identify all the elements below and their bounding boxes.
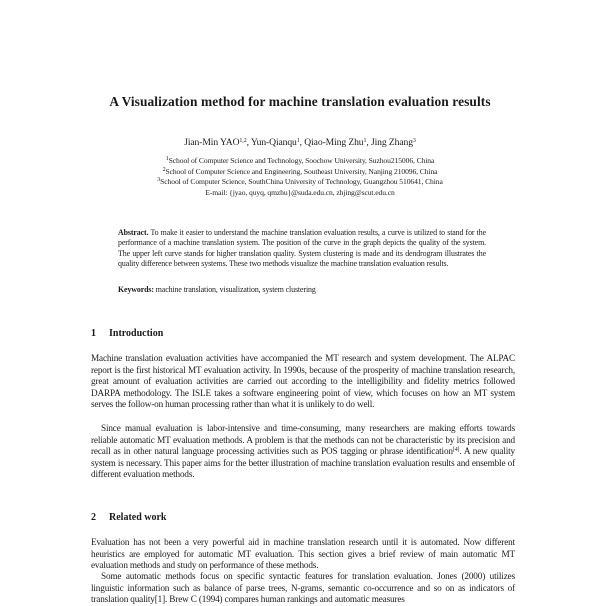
affiliation-line — [40, 156, 560, 167]
citation-ref: [4] — [452, 447, 460, 454]
section-heading — [91, 328, 163, 339]
paragraph: Evaluation has not been a very powerful aid in machine translation research until it is automated. Now different heuristics are employed for automatic MT evaluation. This section gives a brief review of main automatic MT evaluation methods and study on performance of these methods. — [91, 537, 515, 571]
paragraph-text: Some automatic methods focus on specific syntactic features for translation evaluation. Jones (2000) utilizes linguistic information such as balance of parse trees, N-grams, semantic co-occurrence and so on as indicators of translation quality[1]. Brew C (1994) compares human rankings and automatic measures — [91, 571, 515, 605]
paragraph — [91, 423, 515, 481]
author-affil-mark: 3 — [412, 138, 416, 144]
author-name: Qiao-Ming Zhu — [304, 137, 364, 148]
author-list — [40, 137, 560, 148]
author-separator: , — [299, 137, 305, 148]
paragraph: Machine translation evaluation activities have accompanied the MT research and system development. The ALPAC report is the first historical MT evaluation activity. In 1990s, because of the prosperity of machine translation research, great amount of evaluation activities are carried out according to the intelligibility and fidelity metrics followed DARPA methodology. The ISLE takes a software engineering point of view, which focuses on how an MT system serves the follow-on human processing rather than what it is unlikely to do well. — [91, 353, 515, 410]
abstract — [118, 228, 486, 270]
affiliation-list — [40, 156, 560, 198]
author-affil-mark: 1 — [363, 138, 367, 144]
email-line: E-mail: {jyao, quyq, qmzhu}@suda.edu.cn, zhjing@scut.edu.cn — [205, 187, 395, 197]
affiliation-mark: 2 — [162, 166, 166, 173]
keywords — [118, 285, 486, 294]
author-affil-mark: 1,2 — [239, 138, 247, 144]
author-name: Jing Zhang — [370, 137, 413, 148]
author-name: Jian-Min YAO — [184, 137, 240, 148]
affiliation-line — [40, 167, 560, 178]
paragraph — [91, 571, 515, 606]
abstract-label: Abstract. — [118, 228, 149, 237]
affiliation-text: School of Computer Science and Engineering, Southeast University, Nanjing 210096, China — [165, 166, 438, 176]
section-heading — [91, 512, 167, 523]
section-title: Related work — [109, 512, 167, 523]
section-number: 1 — [91, 328, 96, 339]
affiliation-line — [40, 177, 560, 188]
affiliation-text: School of Computer Science and Technology, Soochow University, Suzhou215006, China — [168, 156, 435, 165]
author-name: Yun-Qianqu — [250, 137, 297, 148]
keywords-label: Keywords: — [118, 285, 154, 294]
keywords-text: machine translation, visualization, system clustering — [155, 285, 316, 294]
author-affil-mark: 1 — [296, 138, 300, 144]
paragraph-text: . A new quality system is necessary. This paper aims for the better illustration of machine translation evaluation results and ensemble of different evaluation methods. — [91, 446, 515, 480]
affiliation-mark: 3 — [157, 177, 161, 183]
affiliation-text: School of Computer Science, SouthChina University of Technology, Guangzhou 510641, China — [160, 177, 443, 186]
paper-title: A Visualization method for machine translation evaluation results — [109, 94, 491, 109]
abstract-text: To make it easier to understand the machine translation evaluation results, a curve is utilized to stand for the performance of a machine translation system. The position of the curve in the graph depicts the quality of the system. The upper left curve stands for higher translation quality. System clustering is made and its dendrogram illustrates the quality difference between systems. These two methods visualize the machine translation evaluation results. — [118, 228, 486, 269]
author-separator: , — [366, 137, 371, 148]
section-title: Introduction — [109, 328, 164, 339]
paragraph-text: Since manual evaluation is labor-intensive and time-consuming, many researchers are making efforts towards reliable automatic MT evaluation methods. A problem is that the methods can not be characteristic by its precision and recall as in other natural language processing activities such as POS tagging or phrase identification — [91, 423, 515, 457]
section-number: 2 — [91, 512, 96, 523]
author-separator: , — [246, 137, 251, 148]
affiliation-mark: 1 — [165, 156, 169, 162]
